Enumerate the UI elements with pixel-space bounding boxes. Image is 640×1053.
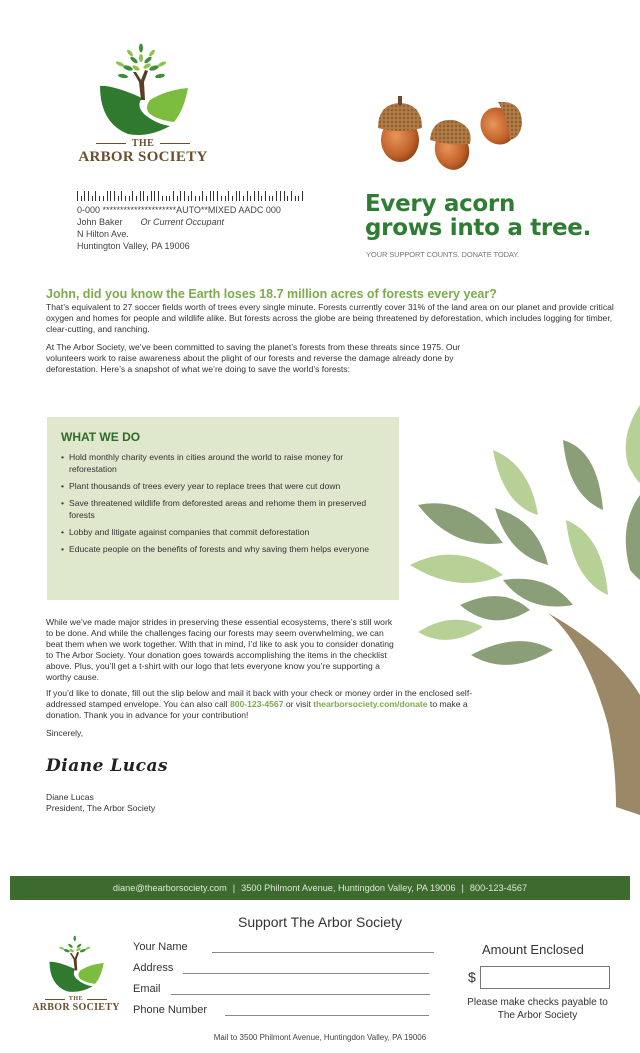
list-item: • Educate people on the benefits of forests and why saving them helps everyone [61,543,391,555]
barcode-bar [158,191,159,201]
barcode-bar [114,191,115,201]
barcode-bar [173,191,174,201]
barcode-bar [188,196,189,201]
donate-link[interactable]: thearborsociety.com/donate [313,699,428,709]
barcode-bar [225,196,226,201]
barcode-bar [77,191,78,201]
barcode-bar [217,191,218,201]
barcode-bar [302,191,303,201]
acorn-icon [370,88,530,178]
logo-rule [160,143,190,144]
address-label: Address [133,962,174,974]
barcode-bar [136,196,137,201]
barcode-bar [166,196,167,201]
barcode-bar [92,196,93,201]
footer-email[interactable]: diane@thearborsociety.com [112,883,227,893]
headline-line-1: Every acorn [365,191,516,217]
barcode-bar [280,191,281,201]
barcode-bar [272,196,273,201]
barcode-bar [199,196,200,201]
list-item: • Lobby and litigate against companies that commit deforestation [61,526,391,538]
letter-paragraph-3: While we’ve made major strides in preserving these essential ecosystems, there’s still work to be done. And while the challenges facing our forests may seem overwhelming, we can beat them when we work together. With that in mind, I’d like to ask you to consider donating to The Arbor Society. Your donation goes towards accomplishing the items in the checklist above. Plus, you’ll get a t-shirt with our logo that lets everyone know you’re supporting a worthy cause. [46,617,394,682]
barcode-bar [125,196,126,201]
signer-name: Diane Lucas [46,792,94,802]
paragraph-4-text: If you’d like to donate, fill out the slip below and mail it back with your check or money order in the enclosed self-addressed stamped envelope. You can also call [46,688,473,709]
hero-headline [365,192,591,240]
barcode-bar [295,196,296,201]
footer-phone[interactable]: 800-123-4567 [469,883,528,893]
recipient-row [77,216,305,228]
barcode-bar [110,191,111,201]
barcode-bar [284,191,285,201]
logo-name-text: ARBOR SOCIETY [32,1002,120,1013]
email-field[interactable] [133,983,430,995]
arbor-society-logo-small [32,932,120,1017]
list-item: • Plant thousands of trees every year to replace trees that were cut down [61,480,391,492]
recipient-name: John Baker [77,217,123,227]
barcode-bar [232,196,233,201]
barcode-bar [221,196,222,201]
barcode-bar [206,196,207,201]
handwritten-signature: Diane Lucas [46,756,169,776]
logo-rule [96,143,126,144]
logo-rule [45,999,65,1000]
mailing-address-block [77,191,305,252]
barcode-bar [276,191,277,201]
footer-address: 3500 Philmont Avenue, Huntingdon Valley, PA 19006 [241,883,456,893]
barcode-bar [202,191,203,201]
barcode-bar [261,196,262,201]
what-we-do-title: WHAT WE DO [61,430,141,444]
barcode-bar [247,191,248,201]
your-name-input-line[interactable] [212,943,434,953]
your-name-field[interactable] [133,941,434,953]
email-input-line[interactable] [171,985,430,995]
barcode-bar [184,191,185,201]
barcode-bar [298,196,299,201]
email-label: Email [133,983,161,995]
barcode-bar [195,196,196,201]
barcode-bar [210,191,211,201]
barcode-bar [254,191,255,201]
signer-block [46,792,155,814]
logo-name-text: ARBOR SOCIETY [78,149,208,165]
barcode-bar [140,191,141,201]
barcode-bar [84,191,85,201]
payable-note-line-1: Please make checks payable to [467,997,608,1008]
barcode-bar [287,196,288,201]
tree-logo-icon [36,932,116,994]
postal-barcode-icon [77,191,305,201]
barcode-bar [143,191,144,201]
barcode-bar [291,191,292,201]
what-we-do-list [61,451,391,560]
barcode-bar [236,191,237,201]
barcode-bar [151,191,152,201]
phone-number-input-line[interactable] [225,1006,429,1016]
amount-enclosed-input[interactable] [480,966,610,989]
payable-note-line-2: The Arbor Society [497,1010,578,1021]
logo-rule [87,999,107,1000]
occupant-text: Or Current Occupant [140,217,225,227]
arbor-society-logo [78,38,208,168]
barcode-bar [118,196,119,201]
barcode-bar [103,196,104,201]
letter-paragraph-2: At The Arbor Society, we’ve been committed to saving the planet’s forests from these threats since 1975. Our volunteers work to raise awareness about the plight of our forests and reverse the damage already done by deforestation. Here’s a snapshot of what we’re doing to save the world’s forests: [46,342,461,374]
barcode-bar [228,191,229,201]
barcode-bar [88,191,89,201]
dollar-sign: $ [468,969,476,985]
city-line: Huntington Valley, PA 19006 [77,241,190,251]
barcode-bar [154,191,155,201]
footer-separator: | [461,883,464,893]
phone-link[interactable]: 800-123-4567 [229,699,284,709]
decorative-tree-illustration [408,395,640,815]
signer-title: President, The Arbor Society [46,803,156,813]
slip-title: Support The Arbor Society [238,914,402,930]
paragraph-4-text: or visit [283,699,314,709]
barcode-bar [95,191,96,201]
barcode-bar [180,191,181,201]
barcode-bar [265,191,266,201]
barcode-bar [258,191,259,201]
logo-the-text: THE [68,996,84,1002]
barcode-bar [250,196,251,201]
amount-enclosed-label: Amount Enclosed [482,942,584,957]
acorns-image [370,88,530,178]
your-name-label: Your Name [133,941,188,953]
barcode-bar [81,196,82,201]
address-field[interactable] [133,962,429,974]
phone-number-label: Phone Number [133,1004,207,1016]
paragraph-4-text: to make a donation. Thank you in advance for your contribution! [46,699,468,720]
list-item: • Hold monthly charity events in cities around the world to raise money for reforestation [61,451,391,475]
barcode-bar [162,196,163,201]
tree-logo-icon [78,38,208,138]
barcode-bar [121,191,122,201]
address-input-line[interactable] [183,964,429,974]
barcode-bar [129,196,130,201]
hero-tagline: YOUR SUPPORT COUNTS. DONATE TODAY. [366,250,520,259]
barcode-bar [239,191,240,201]
logo-the-text: THE [131,138,155,149]
footer-separator: | [232,883,236,893]
street-line: N Hilton Ave. [77,229,129,239]
barcode-bar [99,196,100,201]
contact-footer-bar [10,876,630,900]
barcode-bar [269,196,270,201]
what-we-do-box [47,417,399,600]
closing-text: Sincerely, [46,728,84,738]
headline-line-2: grows into a tree. [365,215,592,241]
barcode-bar [177,196,178,201]
barcode-bar [132,191,133,201]
barcode-bar [213,191,214,201]
list-item: • Save threatened wildlife from deforested areas and rehome them in preserved forests [61,497,391,521]
letter-paragraph-1: That’s equivalent to 27 soccer fields worth of trees every single minute. Forests currently cover 31% of the land area on our planet and provide critical oxygen and homes for people and wildlife alike. But forests across the globe are being threatened by deforestation, which includes logging for timber, clear-cutting, and ranching. [46,302,614,334]
barcode-bar [169,196,170,201]
barcode-bar [191,191,192,201]
route-line: 0-000 *********************AUTO**MIXED AADC 000 [77,205,281,215]
letter-question-heading: John, did you know the Earth loses 18.7 million acres of forests every year? [46,287,497,301]
payable-note [455,996,620,1022]
barcode-bar [243,196,244,201]
mail-to-address: Mail to 3500 Philmont Avenue, Huntingdon Valley, PA 19006 [213,1033,427,1042]
tree-illustration-icon [408,395,640,815]
phone-number-field[interactable] [133,1004,429,1016]
barcode-bar [147,196,148,201]
barcode-bar [107,191,108,201]
